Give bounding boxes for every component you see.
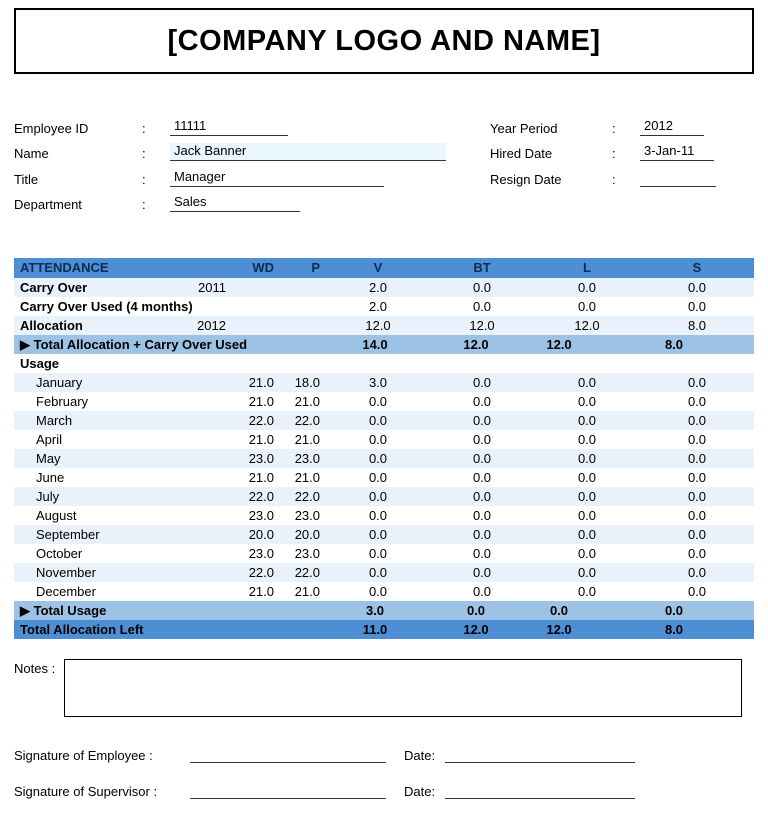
cell-l: 0.0 [577,508,597,523]
cell-s: 8.0 [640,335,754,354]
cell-bt: 0.0 [430,525,534,544]
cell-l: 0.0 [534,449,640,468]
employee-info-right [490,112,754,214]
column-header-attendance: ATTENDANCE [14,258,184,278]
supervisor-date-label: Date: [404,784,436,799]
cell-year [184,487,232,506]
cell-v: 14.0 [326,335,430,354]
cell-v: 0.0 [368,470,388,485]
cell-v: 3.0 [326,601,430,620]
year-period-label: Year Period [490,120,558,136]
colon: : [142,146,146,161]
table-row [14,620,754,639]
cell-s: 0.0 [640,373,754,392]
table-row [14,354,754,373]
cell-bt: 0.0 [472,508,492,523]
cell-label: Carry Over [14,278,184,297]
cell-wd [232,316,280,335]
cell-label: May [14,449,184,468]
employee-info-left [14,112,490,214]
cell-wd: 21.0 [232,373,280,392]
cell-s: 0.0 [640,449,754,468]
column-header-p: P [280,258,326,278]
cell-v: 0.0 [368,546,388,561]
supervisor-date-line[interactable] [445,783,635,799]
cell-year [184,449,232,468]
column-header-s: S [640,258,754,278]
cell-year [184,430,232,449]
title-row [14,163,490,189]
cell-bt: 0.0 [472,394,492,409]
cell-p: 23.0 [294,546,320,561]
hired-date-row [490,138,754,164]
table-row [14,449,754,468]
cell-l: 0.0 [534,563,640,582]
cell-wd: 23.0 [248,508,274,523]
cell-l: 0.0 [534,411,640,430]
cell-s: 8.0 [640,620,754,639]
cell-v: 0.0 [326,449,430,468]
cell-bt: 0.0 [430,487,534,506]
cell-v: 0.0 [368,394,388,409]
cell-label: June [36,470,65,485]
attendance-header-row [14,258,754,278]
cell-bt: 0.0 [430,563,534,582]
title-label: Title [14,171,39,187]
colon: : [142,197,146,212]
cell-year [184,582,232,601]
supervisor-signature-label: Signature of Supervisor : [14,784,158,799]
resign-date-row [490,163,754,189]
department-label: Department [14,197,82,212]
cell-year: 2012 [184,316,232,335]
company-title: [COMPANY LOGO AND NAME] [167,24,601,57]
colon: : [612,120,616,136]
cell-l: 12.0 [534,316,640,335]
cell-p: 21.0 [294,394,320,409]
table-row [14,468,754,487]
resign-date-field[interactable] [640,169,716,187]
employee-id-label: Employee ID [14,120,89,136]
colon: : [142,120,146,136]
cell-s: 0.0 [687,508,707,523]
cell-p [280,316,326,335]
table-row [14,278,754,297]
cell-label: January [14,373,184,392]
cell-bt: 0.0 [430,373,534,392]
employee-signature-row [14,745,754,763]
attendance-table-body [14,278,754,639]
cell-bt: 0.0 [472,546,492,561]
supervisor-signature-row [14,781,754,799]
cell-bt: 12.0 [430,620,534,639]
cell-p: 22.0 [280,563,326,582]
cell-l: 0.0 [577,299,597,314]
cell-label: December [36,584,96,599]
cell-wd: 22.0 [232,563,280,582]
name-row [14,138,490,164]
table-row [14,563,754,582]
cell-year [184,392,232,411]
cell-v: 0.0 [368,584,388,599]
cell-year [184,411,232,430]
cell-p: 21.0 [294,584,320,599]
table-row [14,582,754,601]
cell-p: 21.0 [294,470,320,485]
cell-l: 0.0 [534,487,640,506]
cell-l: 12.0 [534,335,640,354]
cell-v: 0.0 [368,508,388,523]
cell-p: 22.0 [280,487,326,506]
cell-label: Total Allocation Left [14,620,326,639]
cell-l: 0.0 [534,373,640,392]
cell-s: 0.0 [687,470,707,485]
name-label: Name [14,146,49,161]
cell-v: 11.0 [326,620,430,639]
cell-s: 0.0 [687,299,707,314]
cell-s: 0.0 [687,432,707,447]
cell-p [280,297,326,316]
cell-s: 0.0 [687,546,707,561]
cell-wd: 22.0 [232,411,280,430]
table-row [14,335,754,354]
cell-p: 23.0 [294,508,320,523]
cell-label: October [36,546,83,561]
cell-v: 0.0 [368,432,388,447]
cell-s: 0.0 [640,278,754,297]
year-period-row [490,112,754,138]
column-header-year [184,258,232,278]
employee-signature-label: Signature of Employee : [14,748,153,763]
cell-bt: 12.0 [430,335,534,354]
cell-year [184,373,232,392]
cell-label: ▶ Total Usage [14,601,326,620]
cell-label: April [36,432,63,447]
cell-v: 0.0 [326,525,430,544]
signature-section [14,745,754,799]
cell-year: 2011 [184,278,232,297]
cell-l: 0.0 [577,394,597,409]
cell-p: 22.0 [280,411,326,430]
cell-l: 0.0 [534,601,640,620]
cell-wd [232,278,280,297]
table-row [14,392,754,411]
department-field[interactable]: Sales [170,194,300,212]
notes-box[interactable] [64,659,742,717]
cell-label: August [36,508,77,523]
cell-s: 0.0 [640,525,754,544]
cell-label: March [14,411,184,430]
cell-bt: 12.0 [430,316,534,335]
notes-section [14,659,754,717]
cell-wd: 21.0 [248,584,274,599]
cell-s: 0.0 [640,411,754,430]
cell-bt: 0.0 [472,584,492,599]
cell-bt: 0.0 [472,299,492,314]
resign-date-label: Resign Date [490,171,562,187]
cell-year [184,563,232,582]
table-row [14,506,754,525]
cell-s: 0.0 [640,563,754,582]
cell-bt: 0.0 [472,470,492,485]
cell-wd: 21.0 [248,432,274,447]
cell-bt: 0.0 [472,432,492,447]
table-row [14,411,754,430]
table-row [14,544,754,563]
table-row [14,601,754,620]
cell-l: 0.0 [534,278,640,297]
cell-s: 0.0 [687,394,707,409]
cell-v: 0.0 [326,487,430,506]
cell-label: July [14,487,184,506]
attendance-table [14,258,754,639]
table-row [14,525,754,544]
cell-l: 0.0 [534,525,640,544]
cell-label: November [14,563,184,582]
cell-v: 3.0 [326,373,430,392]
cell-s: 0.0 [640,487,754,506]
employee-id-field[interactable]: 11111 [170,118,288,136]
table-row [14,316,754,335]
employee-date-line[interactable] [445,747,635,763]
cell-p: 21.0 [294,432,320,447]
cell-s: 0.0 [687,584,707,599]
cell-p [280,278,326,297]
supervisor-signature-line[interactable] [190,783,386,799]
cell-label: ▶ Total Allocation + Carry Over Used [14,335,326,354]
cell-v: 12.0 [326,316,430,335]
cell-bt: 0.0 [430,449,534,468]
cell-label: Allocation [14,316,184,335]
employee-id-row [14,112,490,138]
employee-info-section [14,112,754,214]
company-logo-box [14,8,754,74]
name-field[interactable]: Jack Banner [170,143,446,161]
column-header-wd: WD [232,258,280,278]
cell-s: 8.0 [640,316,754,335]
notes-label: Notes : [14,661,56,676]
cell-wd: 22.0 [232,487,280,506]
cell-label: Usage [20,356,60,371]
cell-wd: 23.0 [232,449,280,468]
cell-p: 18.0 [280,373,326,392]
cell-year [184,544,232,563]
cell-v: 0.0 [326,411,430,430]
cell-label: Carry Over Used (4 months) [20,299,193,314]
employee-date-label: Date: [404,748,436,763]
cell-l: 0.0 [577,470,597,485]
cell-wd [232,297,280,316]
column-header-v: V [326,258,430,278]
cell-v: 2.0 [326,278,430,297]
cell-bt: 0.0 [430,601,534,620]
cell-year [184,506,232,525]
hired-date-label: Hired Date [490,146,553,161]
year-period-field[interactable]: 2012 [640,118,704,136]
colon: : [612,146,616,161]
cell-wd: 23.0 [248,546,274,561]
column-header-bt: BT [430,258,534,278]
cell-v: 0.0 [326,563,430,582]
cell-wd: 20.0 [232,525,280,544]
cell-year [184,468,232,487]
cell-l: 0.0 [577,584,597,599]
cell-bt: 0.0 [430,278,534,297]
table-row [14,430,754,449]
cell-l: 0.0 [577,432,597,447]
cell-wd: 21.0 [248,394,274,409]
cell-p: 20.0 [280,525,326,544]
department-row [14,189,490,215]
colon: : [142,171,146,187]
title-field[interactable]: Manager [170,169,384,187]
cell-s: 0.0 [640,601,754,620]
cell-bt: 0.0 [430,411,534,430]
cell-p: 23.0 [280,449,326,468]
cell-v: 2.0 [368,299,388,314]
cell-l: 12.0 [534,620,640,639]
cell-l: 0.0 [577,546,597,561]
column-header-l: L [534,258,640,278]
employee-signature-line[interactable] [190,747,386,763]
table-row [14,487,754,506]
cell-wd: 21.0 [248,470,274,485]
colon: : [612,171,616,187]
cell-label: September [14,525,184,544]
table-row [14,297,754,316]
table-row [14,373,754,392]
cell-year [184,525,232,544]
cell-label: February [36,394,89,409]
hired-date-field[interactable]: 3-Jan-11 [640,143,714,161]
